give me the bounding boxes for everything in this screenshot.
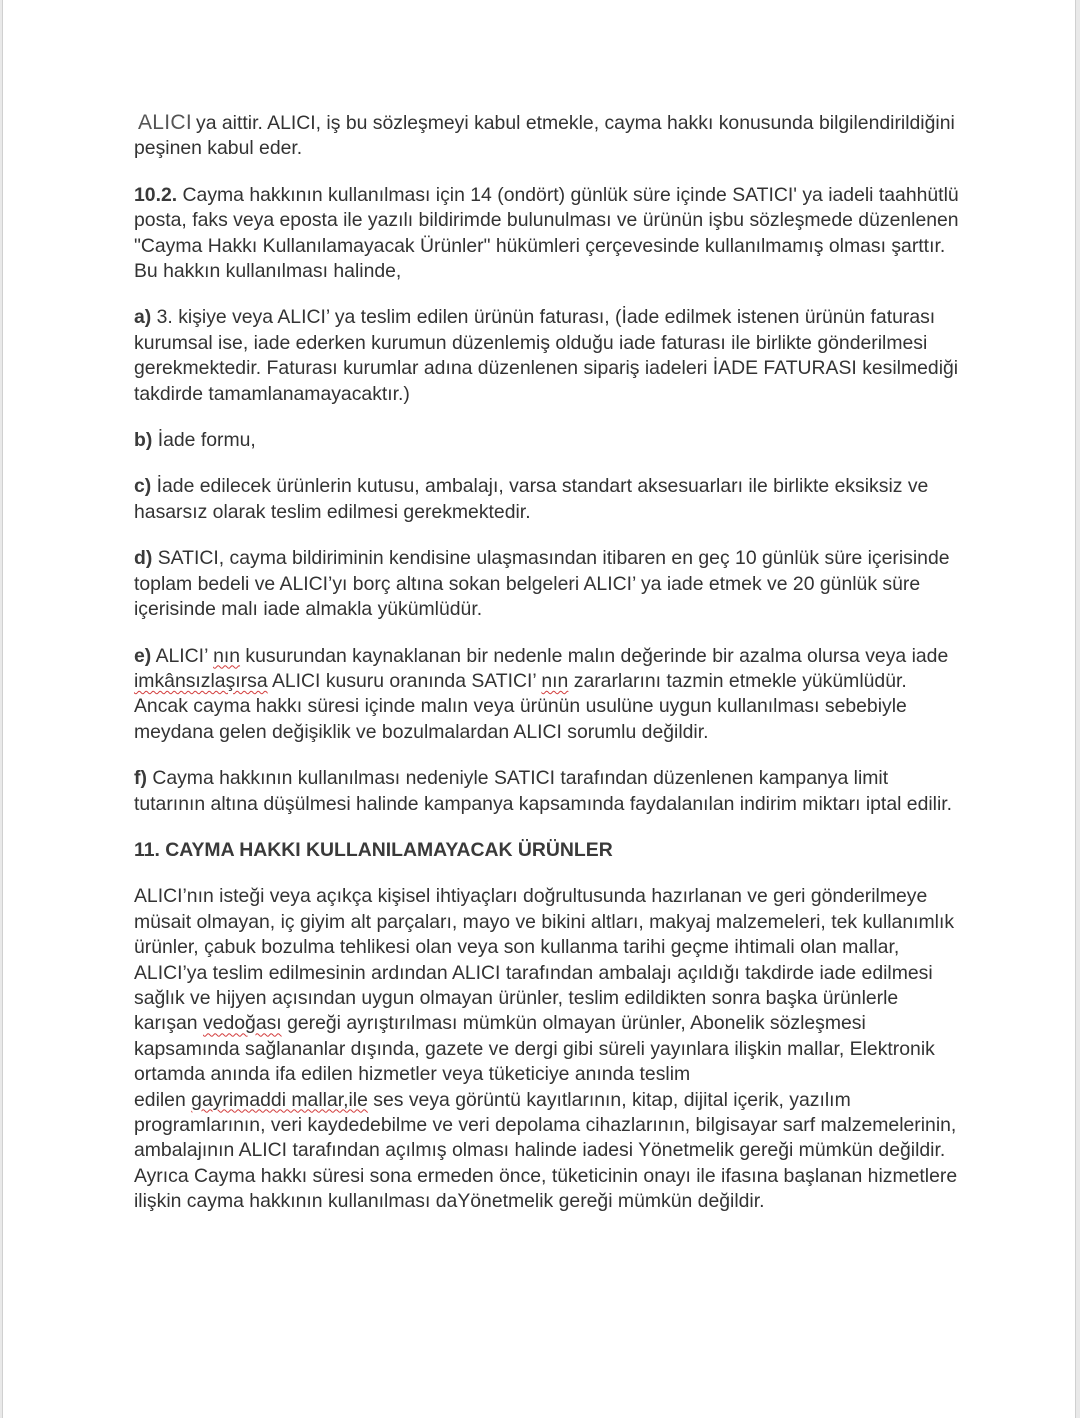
item-label: c) [134,475,152,498]
item-text: kusurundan kaynaklanan bir nedenle malın değerinde bir azalma olursa veya iade [245,644,949,667]
paragraph-text: ses veya görüntü kayıtlarının, kitap, dijital içerik, yazılım programlarının, veri kaydedebilme ve veri depolama cihazlarının, bilgisayar sarf malzemelerinin, ambalajının ALICI tarafından açılmış olması halinde iadesi Yönetmelik gereği mümkün değildir. Ayrıca Cayma hakkı süresi sona ermeden önce, tüketicinin onayı ile ifasına başlanan hizmetlere ilişkin cayma hakkının kullanılması daYönetmelik gereği mümkün değildir. [134,1088,958,1213]
item-text: ALICI’ [155,644,208,667]
item-text: 3. kişiye veya ALICI’ ya teslim edilen ürünün faturası, (İade edilmek istenen ürünün faturası kurumsal ise, iade ederken kurumun düzenlemiş olduğu iade faturası ile birlikte gönderilmesi gerekmektedir. Faturası kurumlar adına düzenlenen sipariş iadeleri İADE FATURASI kesilmediği takdirde tamamlanamayacaktır.) [134,306,959,405]
paragraph-10-2 [134,183,964,285]
paragraph-intro [134,110,964,162]
spellcheck-word[interactable]: nın [213,644,241,667]
spellcheck-word[interactable]: imkânsızlaşırsa [134,669,268,692]
item-label: f) [134,767,147,790]
item-d [134,546,964,622]
item-text: Cayma hakkının kullanılması nedeniyle SATICI tarafından düzenlenen kampanya limit tutarının altına düşülmesi halinde kampanya kapsamında faydalanılan indirim miktarı iptal edilir. [134,767,953,815]
spellcheck-word[interactable]: vedoğası [202,1012,282,1035]
item-label: b) [134,429,153,452]
item-a [134,305,964,407]
paragraph-text: gereği ayrıştırılması mümkün olmayan ürünler, Abonelik sözleşmesi kapsamında sağlananlar dışında, gazete ve dergi gibi süreli yayınlara ilişkin mallar, Elektronik ortamda anında ifa edilen hizmetler veya tüketiciye anında teslim [134,1012,935,1086]
item-label: a) [134,306,152,329]
contract-text [134,110,964,1236]
spellcheck-word[interactable]: nın [541,669,569,692]
item-label: d) [134,547,153,570]
item-text: ALICI kusuru oranında SATICI’ [271,669,536,692]
paragraph-text: ALICI’nın isteği veya açıkça kişisel ihtiyaçları doğrultusunda hazırlanan ve geri gönderilmeye müsait olmayan, iç giyim alt parçaları, mayo ve bikini altları, makyaj malzemeleri, tek kullanımlık ürünler, çabuk bozulma tehlikesi olan veya son kullanma tarihi geçme ihtimali olan mallar, ALICI’ya teslim edilmesinin ardından ALICI tarafından ambalajı açıldığı takdirde iade edilmesi sağlık ve hijyen açısından uygun olmayan ürünler, teslim edildikten sonra başka ürünlerle karışan [134,885,955,1035]
item-b [134,428,964,453]
item-text: İade formu, [157,429,256,452]
section-heading: 11. CAYMA HAKKI KULLANILAMAYACAK ÜRÜNLER [134,838,613,861]
item-f [134,766,964,817]
paragraph-text: edilen [134,1088,186,1111]
section-11-body [134,884,964,1214]
item-e [134,644,964,746]
lead-word: ALICI [138,111,193,134]
item-text: SATICI, cayma bildiriminin kendisine ulaşmasından itibaren en geç 10 günlük süre içerisinde toplam bedeli ve ALICI’yı borç altına sokan belgeleri ALICI’ ya iade etmek ve 20 günlük süre içerisinde malı iade almakla yükümlüdür. [134,547,950,621]
paragraph-text: ya aittir. ALICI, iş bu sözleşmeyi kabul etmekle, cayma hakkı konusunda bilgilendirildiğini peşinen kabul eder. [134,112,955,160]
item-text: İade edilecek ürünlerin kutusu, ambalajı, varsa standart aksesuarları ile birlikte eksiksiz ve hasarsız olarak teslim edilmesi gerekmektedir. [134,475,929,523]
document-page [2,0,1076,1418]
clause-label: 10.2. [134,183,178,206]
item-c [134,474,964,525]
item-text: zararlarını tazmin etmekle yükümlüdür. Ancak cayma hakkı süresi içinde malın veya ürünün usulüne uygun kullanılması sebebiyle meydana gelen değişiklik ve bozulmalardan ALICI sorumlu değildir. [134,669,907,743]
item-label: e) [134,644,152,667]
paragraph-text: Cayma hakkının kullanılması için 14 (ondört) günlük süre içinde SATICI' ya iadeli taahhütlü posta, faks veya eposta ile yazılı bildirimde bulunulması ve ürünün işbu sözleşmede düzenlenen "Cayma Hakkı Kullanılamayacak Ürünler" hükümleri çerçevesinde kullanılmamış olması şarttır. Bu hakkın kullanılması halinde, [134,183,959,283]
spellcheck-word[interactable]: gayrimaddi mallar,ile [191,1088,368,1111]
